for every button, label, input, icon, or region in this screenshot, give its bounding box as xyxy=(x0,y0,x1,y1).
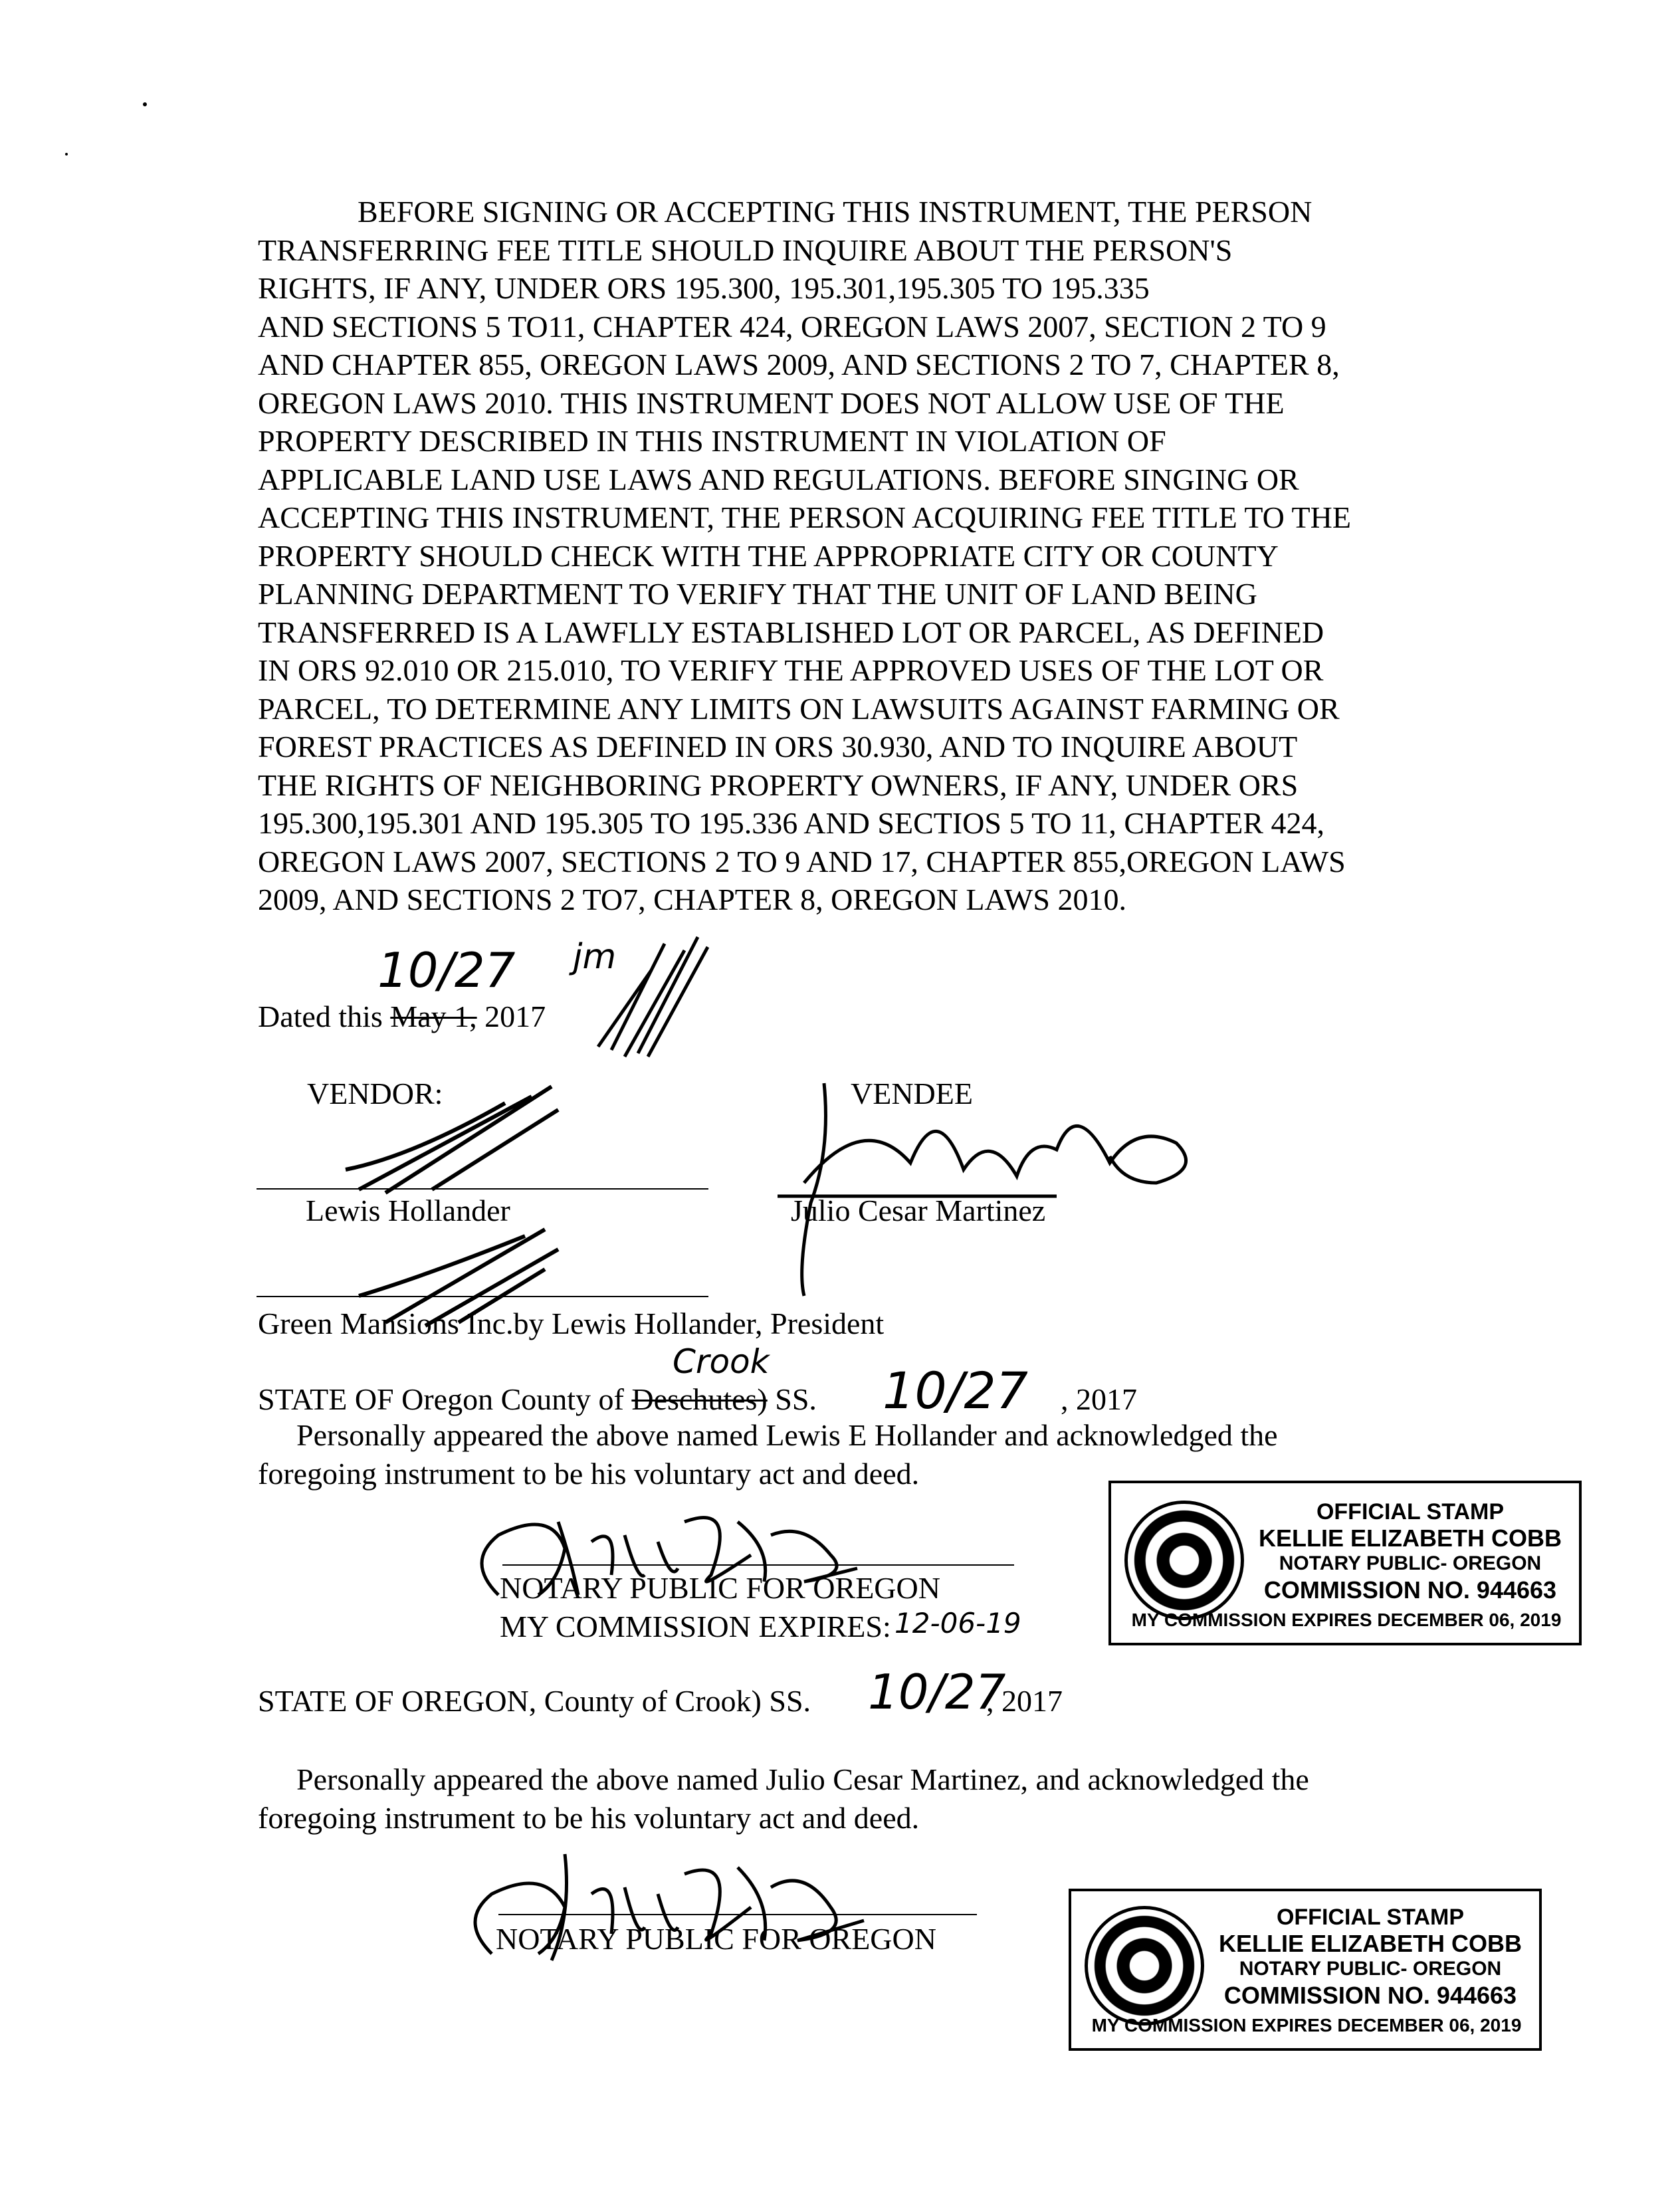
ack2-handwritten-date: 10/27 xyxy=(868,1664,1006,1720)
stamp-expires: MY COMMISSION EXPIRES DECEMBER 06, 2019 xyxy=(1091,2015,1522,2036)
ack1-state-prefix: STATE OF Oregon County of xyxy=(258,1382,624,1416)
struck-date: May 1, xyxy=(390,999,477,1033)
ack2-state-line: STATE OF OREGON, County of Crook) SS. xyxy=(258,1684,811,1718)
legal-line: TRANSFERRING FEE TITLE SHOULD INQUIRE ABOUT THE PERSON'S xyxy=(258,233,1233,267)
legal-line: PROPERTY SHOULD CHECK WITH THE APPROPRIATE CITY OR COUNTY xyxy=(258,538,1279,573)
initials-scribble xyxy=(585,930,718,1063)
ack1-state-line xyxy=(258,1381,817,1418)
notary2-signature-line xyxy=(498,1914,977,1915)
stamp-expires: MY COMMISSION EXPIRES DECEMBER 06, 2019 xyxy=(1131,1610,1562,1630)
notary-seal-icon xyxy=(1085,1906,1204,2026)
dated-line xyxy=(258,998,546,1035)
legal-line: BEFORE SIGNING OR ACCEPTING THIS INSTRUMENT, THE PERSON xyxy=(358,195,1312,229)
notary-seal-icon xyxy=(1124,1501,1244,1620)
scan-speck xyxy=(143,102,147,106)
dated-prefix: Dated this xyxy=(258,999,383,1033)
legal-disclaimer xyxy=(258,193,1494,919)
company-name: Green Mansions Inc.by Lewis Hollander, President xyxy=(258,1306,885,1340)
stamp-title: OFFICIAL STAMP xyxy=(1276,1905,1465,1930)
ack1-handwritten-date: 10/27 xyxy=(883,1361,1029,1420)
vendee-label: VENDEE xyxy=(851,1077,973,1110)
stamp-title: OFFICIAL STAMP xyxy=(1316,1499,1505,1524)
legal-line: TRANSFERRED IS A LAWFLLY ESTABLISHED LOT OR PARCEL, AS DEFINED xyxy=(258,615,1324,649)
notary-stamp xyxy=(1069,1889,1542,2051)
legal-line: IN ORS 92.010 OR 215.010, TO VERIFY THE APPROVED USES OF THE LOT OR xyxy=(258,653,1324,687)
notary1-handwritten-expires: 12-06-19 xyxy=(894,1607,1021,1639)
ack1-ss: SS. xyxy=(775,1382,817,1416)
legal-line: AND CHAPTER 855, OREGON LAWS 2009, AND SECTIONS 2 TO 7, CHAPTER 8, xyxy=(258,348,1340,381)
legal-line: PARCEL, TO DETERMINE ANY LIMITS ON LAWSUITS AGAINST FARMING OR xyxy=(258,691,1340,726)
scan-speck xyxy=(65,153,68,156)
ack2-text-line2: foregoing instrument to be his voluntary act and deed. xyxy=(258,1801,920,1835)
notary1-commission-label: MY COMMISSION EXPIRES: xyxy=(500,1610,891,1643)
legal-line: 195.300,195.301 AND 195.305 TO 195.336 AND SECTIOS 5 TO 11, CHAPTER 424, xyxy=(258,806,1325,840)
handwritten-date: 10/27 xyxy=(377,942,516,998)
vendor-label: VENDOR: xyxy=(307,1077,443,1110)
vendee-signature xyxy=(764,1070,1216,1309)
vendor-signature xyxy=(332,1083,572,1203)
stamp-role: NOTARY PUBLIC- OREGON xyxy=(1239,1958,1502,1980)
legal-line: FOREST PRACTICES AS DEFINED IN ORS 30.930, AND TO INQUIRE ABOUT xyxy=(258,730,1298,764)
legal-line: APPLICABLE LAND USE LAWS AND REGULATIONS. BEFORE SINGING OR xyxy=(258,462,1299,496)
notary1-title: NOTARY PUBLIC FOR OREGON xyxy=(500,1571,940,1605)
legal-line: THE RIGHTS OF NEIGHBORING PROPERTY OWNERS, IF ANY, UNDER ORS xyxy=(258,768,1299,802)
legal-line: ACCEPTING THIS INSTRUMENT, THE PERSON ACQUIRING FEE TITLE TO THE xyxy=(258,500,1351,534)
stamp-name: KELLIE ELIZABETH COBB xyxy=(1219,1930,1522,1957)
stamp-commission: COMMISSION NO. 944663 xyxy=(1223,1982,1517,2009)
struck-county: Deschutes) xyxy=(631,1382,768,1416)
legal-line: PLANNING DEPARTMENT TO VERIFY THAT THE UNIT OF LAND BEING xyxy=(258,577,1257,611)
vendee-name: Julio Cesar Martinez xyxy=(791,1194,1046,1227)
ack1-text-line1: Personally appeared the above named Lewis E Hollander and acknowledged the xyxy=(296,1418,1278,1452)
handwritten-county: Crook xyxy=(673,1342,770,1381)
notary2-title: NOTARY PUBLIC FOR OREGON xyxy=(496,1922,936,1956)
vendor-signature-line xyxy=(257,1188,708,1190)
stamp-name: KELLIE ELIZABETH COBB xyxy=(1259,1524,1562,1552)
dated-year: 2017 xyxy=(484,999,546,1033)
notary1-signature-line xyxy=(502,1564,1014,1566)
stamp-role: NOTARY PUBLIC- OREGON xyxy=(1279,1552,1542,1574)
ack1-text-line2: foregoing instrument to be his voluntary act and deed. xyxy=(258,1457,920,1491)
handwritten-initials: jm xyxy=(573,937,617,977)
ack2-text-line1: Personally appeared the above named Julio Cesar Martinez, and acknowledged the xyxy=(296,1762,1309,1796)
ack1-year: , 2017 xyxy=(1061,1382,1137,1416)
legal-line: AND SECTIONS 5 TO11, CHAPTER 424, OREGON LAWS 2007, SECTION 2 TO 9 xyxy=(258,309,1326,344)
legal-line: PROPERTY DESCRIBED IN THIS INSTRUMENT IN VIOLATION OF xyxy=(258,424,1166,458)
ack2-year: , 2017 xyxy=(986,1684,1063,1718)
legal-line: RIGHTS, IF ANY, UNDER ORS 195.300, 195.301,195.305 TO 195.335 xyxy=(258,271,1150,305)
notary-stamp xyxy=(1108,1481,1582,1645)
vendor-name: Lewis Hollander xyxy=(306,1194,510,1227)
company-signature-line xyxy=(257,1296,708,1297)
legal-line: 2009, AND SECTIONS 2 TO7, CHAPTER 8, OREGON LAWS 2010. xyxy=(258,883,1126,916)
stamp-commission: COMMISSION NO. 944663 xyxy=(1263,1576,1557,1604)
legal-line: OREGON LAWS 2007, SECTIONS 2 TO 9 AND 17, CHAPTER 855,OREGON LAWS xyxy=(258,844,1346,879)
legal-line: OREGON LAWS 2010. THIS INSTRUMENT DOES NOT ALLOW USE OF THE xyxy=(258,385,1285,420)
